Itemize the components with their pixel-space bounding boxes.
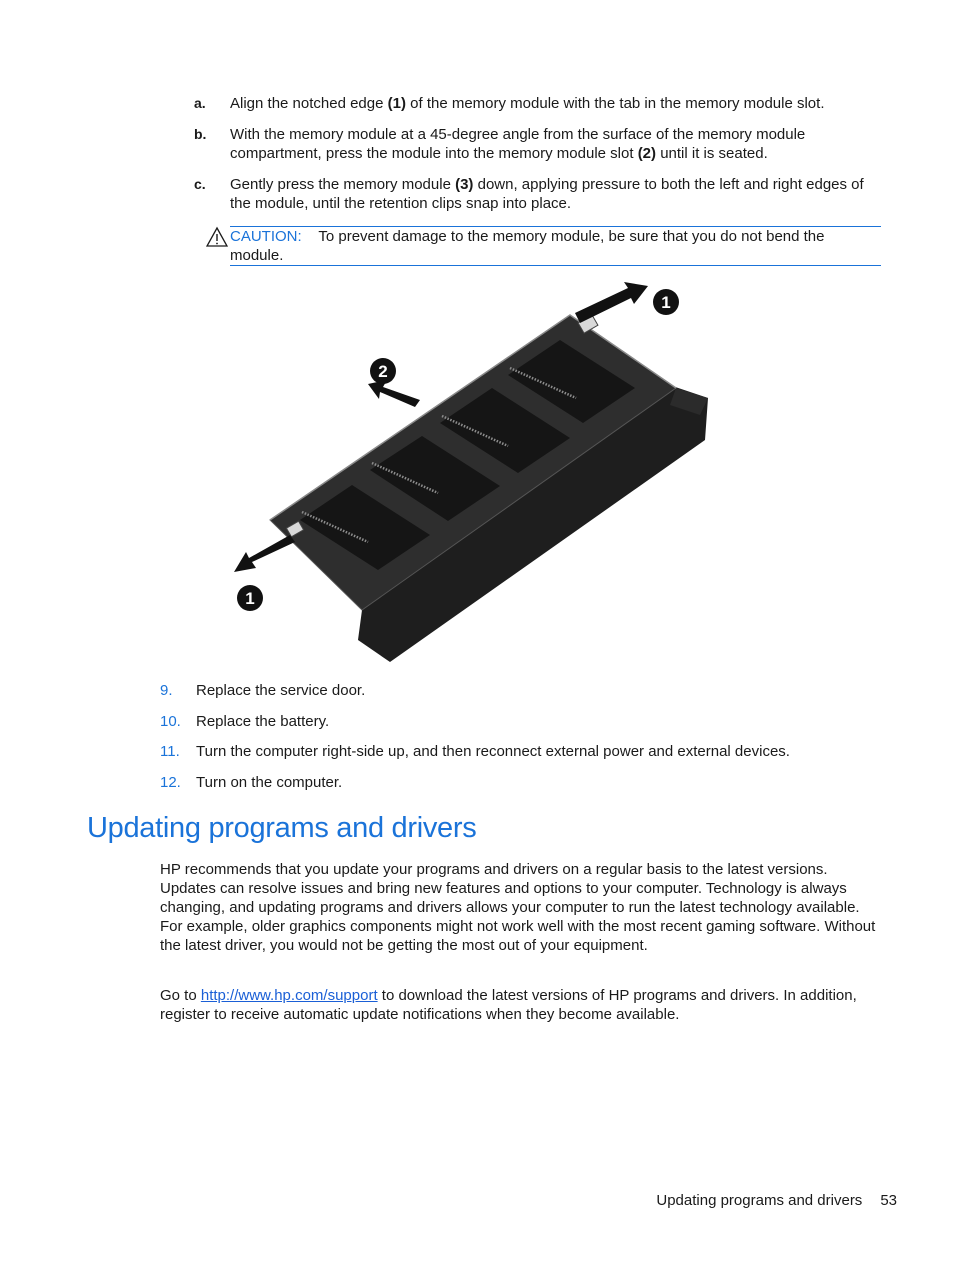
substep-text: Align the notched edge (1) of the memory module with the tab in the memory module slot. [230,95,825,112]
step-number: 12. [160,774,181,791]
substep-label: c. [194,176,206,192]
step-text: Turn on the computer. [196,774,343,791]
warning-triangle-icon [206,226,228,248]
footer-title: Updating programs and drivers [656,1192,863,1209]
arrow-callout-1-bottom [234,535,295,611]
page-number: 53 [880,1192,897,1209]
page-footer [638,1191,897,1210]
arrow-callout-2 [368,358,420,407]
substep-label: a. [194,95,206,111]
callout-label: 1 [245,589,255,608]
step-number: 11. [160,743,180,760]
caution-label: CAUTION: [230,228,302,245]
caution-text: CAUTION: To prevent damage to the memory module, be sure that you do not bend the module. [230,228,825,264]
section-heading: Updating programs and drivers [87,812,477,844]
caution-box [230,226,881,266]
memory-module-figure [230,280,720,666]
hp-support-link[interactable]: http://www.hp.com/support [200,987,378,1004]
callout-label: 2 [378,362,388,381]
callout-label: 1 [661,293,671,312]
arrow-callout-1-top [575,282,679,323]
step-number: 10. [160,713,181,730]
substep-text: With the memory module at a 45-degree angle from the surface of the memory module compartment, press the module into the memory module slot (2) until it is seated. [230,126,806,162]
step-text: Turn the computer right-side up, and then reconnect external power and external devices. [196,743,790,760]
section-paragraph-1: HP recommends that you update your programs and drivers on a regular basis to the latest versions. Updates can resolve issues and bring new features and options to your computer. Technology is always changing, and updating programs and drivers allows your computer to run the latest technology available. For example, older graphics components might not work well with the most recent gaming software. Without the latest driver, you would not be getting the most out of your equipment. [160,861,876,954]
step-text: Replace the service door. [196,682,366,699]
substep-text: Gently press the memory module (3) down, applying pressure to both the left and right edges of the module, until the retention clips snap into place. [230,176,864,212]
step-number: 9. [160,682,173,699]
section-paragraph-2: Go to http://www.hp.com/support to download the latest versions of HP programs and drivers. In addition, register to receive automatic update notifications when they become available. [160,987,857,1023]
step-text: Replace the battery. [196,713,330,730]
substep-label: b. [194,126,207,142]
